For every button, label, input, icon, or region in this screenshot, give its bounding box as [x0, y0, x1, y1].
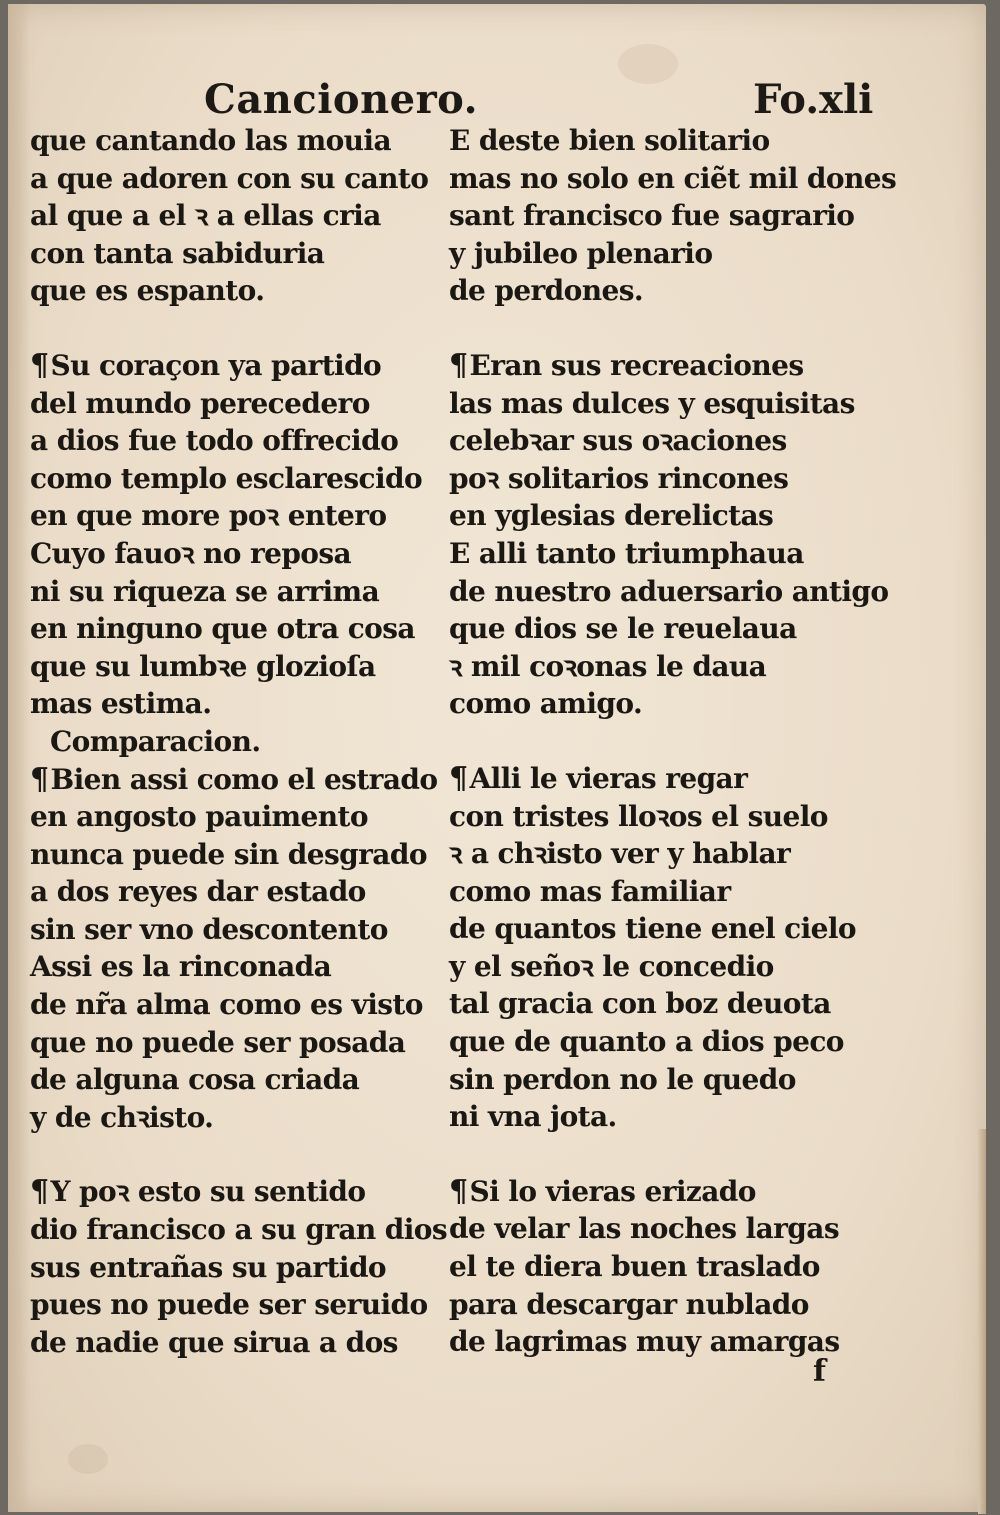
verse-line: a que adoren con su canto	[30, 161, 429, 195]
verse-line: a dios fue todo offrecido	[30, 424, 399, 458]
verse-line: ¶Alli le vieras regar	[449, 760, 748, 796]
stanza	[449, 760, 879, 1136]
verse-line: de nadie que sirua a dos	[30, 1325, 398, 1359]
verse-line: las mas dulces y esquisitas	[449, 386, 855, 420]
verse-line: de velar las noches largas	[449, 1212, 839, 1246]
stanza	[30, 723, 460, 1137]
verse-line: en yglesias derelictas	[449, 499, 774, 533]
verse-line: sant francisco fue sagrario	[449, 199, 855, 233]
stanza	[449, 122, 897, 310]
verse-line: y de chꝛisto.	[30, 1100, 214, 1134]
verse-line: de nr̃a alma como es visto	[30, 988, 423, 1022]
verse-line: como templo esclarescido	[30, 461, 423, 495]
verse-line: sin ser vno descontento	[30, 912, 388, 946]
folio-number: Fo.xli	[753, 76, 874, 123]
verse-line: mas estima.	[30, 687, 212, 721]
verse-line: nunca puede sin desgrado	[30, 837, 427, 871]
verse-line: el te diera buen traslado	[449, 1250, 820, 1284]
stanza	[449, 347, 889, 723]
page-gutter-shadow	[8, 4, 30, 1512]
verse-line: pues no puede ser seruido	[30, 1288, 428, 1322]
verse-line: poꝛ solitarios rincones	[449, 461, 789, 495]
verse-line: ꝛ a chꝛisto ver y hablar	[449, 837, 791, 871]
verse-line: ni su riqueza se arrima	[30, 574, 380, 608]
text-column-left	[30, 122, 460, 1361]
book-page	[8, 4, 986, 1512]
pilcrow-mark: ¶	[30, 347, 49, 383]
verse-line: en angosto pauimento	[30, 800, 368, 834]
verse-line: E deste bien solitario	[449, 124, 770, 157]
verse-line: para descargar nublado	[449, 1287, 809, 1321]
running-title: Cancionero.	[204, 76, 479, 123]
pilcrow-mark: ¶	[30, 761, 49, 797]
verse-line: de perdones.	[449, 274, 644, 308]
page-edge	[978, 1129, 986, 1514]
text-column-right	[449, 122, 897, 1361]
verse-line: que dios se le reuelaua	[449, 612, 797, 646]
verse-line: como mas familiar	[449, 874, 731, 908]
verse-line: que de quanto a dios peco	[449, 1025, 844, 1059]
verse-line: de nuestro aduersario antigo	[449, 574, 889, 608]
verse-line: con tristes lloꝛos el suelo	[449, 799, 828, 833]
verse-line: de alguna cosa criada	[30, 1063, 360, 1097]
verse-line: en que more poꝛ entero	[30, 499, 387, 533]
verse-line: que es espanto.	[30, 274, 265, 308]
verse-line: E alli tanto triumphaua	[449, 536, 804, 570]
verse-line: Assi es la rinconada	[30, 950, 332, 984]
pilcrow-mark: ¶	[30, 1174, 49, 1210]
verse-line: del mundo perecedero	[30, 386, 370, 420]
verse-line: a dos reyes dar estado	[30, 875, 366, 909]
verse-line: sus entrañas su partido	[30, 1250, 387, 1284]
verse-line: ni vna jota.	[449, 1100, 617, 1134]
verse-line: que no puede ser posada	[30, 1025, 406, 1059]
stanza	[30, 122, 460, 310]
verse-line: de lagrimas muy amargas	[449, 1325, 840, 1359]
verse-line: al que a el ꝛ a ellas cria	[30, 199, 381, 233]
verse-line: en ninguno que otra cosa	[30, 612, 415, 646]
verse-line: como amigo.	[449, 687, 643, 721]
verse-line: dio francisco a su gran dios	[30, 1213, 448, 1247]
verse-line: ¶Su coraçon ya partido	[30, 347, 382, 383]
pilcrow-mark: ¶	[449, 1173, 468, 1209]
stanza	[30, 347, 460, 723]
verse-line: ¶Bien assi como el estrado	[30, 761, 438, 797]
verse-line: y el señoꝛ le concedio	[449, 949, 774, 983]
signature-mark: f	[813, 1354, 826, 1389]
verse-line: Cuyo fauoꝛ no reposa	[30, 536, 352, 570]
pilcrow-mark: ¶	[449, 760, 468, 796]
verse-line: que cantando las mouia	[30, 124, 392, 157]
verse-line: de quantos tiene enel cielo	[449, 912, 856, 946]
verse-line: celebꝛar sus oꝛaciones	[449, 424, 787, 458]
verse-line: ¶Y poꝛ esto su sentido	[30, 1174, 366, 1210]
stanza	[449, 1173, 879, 1361]
verse-line: ꝛ mil coꝛonas le daua	[449, 649, 767, 683]
section-subhead: Comparacion.	[50, 724, 261, 758]
verse-line: ¶Eran sus recreaciones	[449, 347, 804, 383]
verse-line: sin perdon no le quedo	[449, 1062, 796, 1096]
paper-stain	[68, 1444, 108, 1474]
verse-line: con tanta sabiduria	[30, 236, 325, 270]
pilcrow-mark: ¶	[449, 347, 468, 383]
verse-line: y jubileo plenario	[449, 236, 713, 270]
page-header	[8, 66, 986, 126]
verse-line: ¶Si lo vieras erizado	[449, 1173, 756, 1209]
verse-line: mas no solo en ciẽt mil dones	[449, 161, 897, 195]
stanza	[30, 1173, 460, 1361]
verse-line: tal gracia con boz deuota	[449, 987, 831, 1021]
verse-line: que su lumbꝛe glozioſa	[30, 649, 376, 683]
